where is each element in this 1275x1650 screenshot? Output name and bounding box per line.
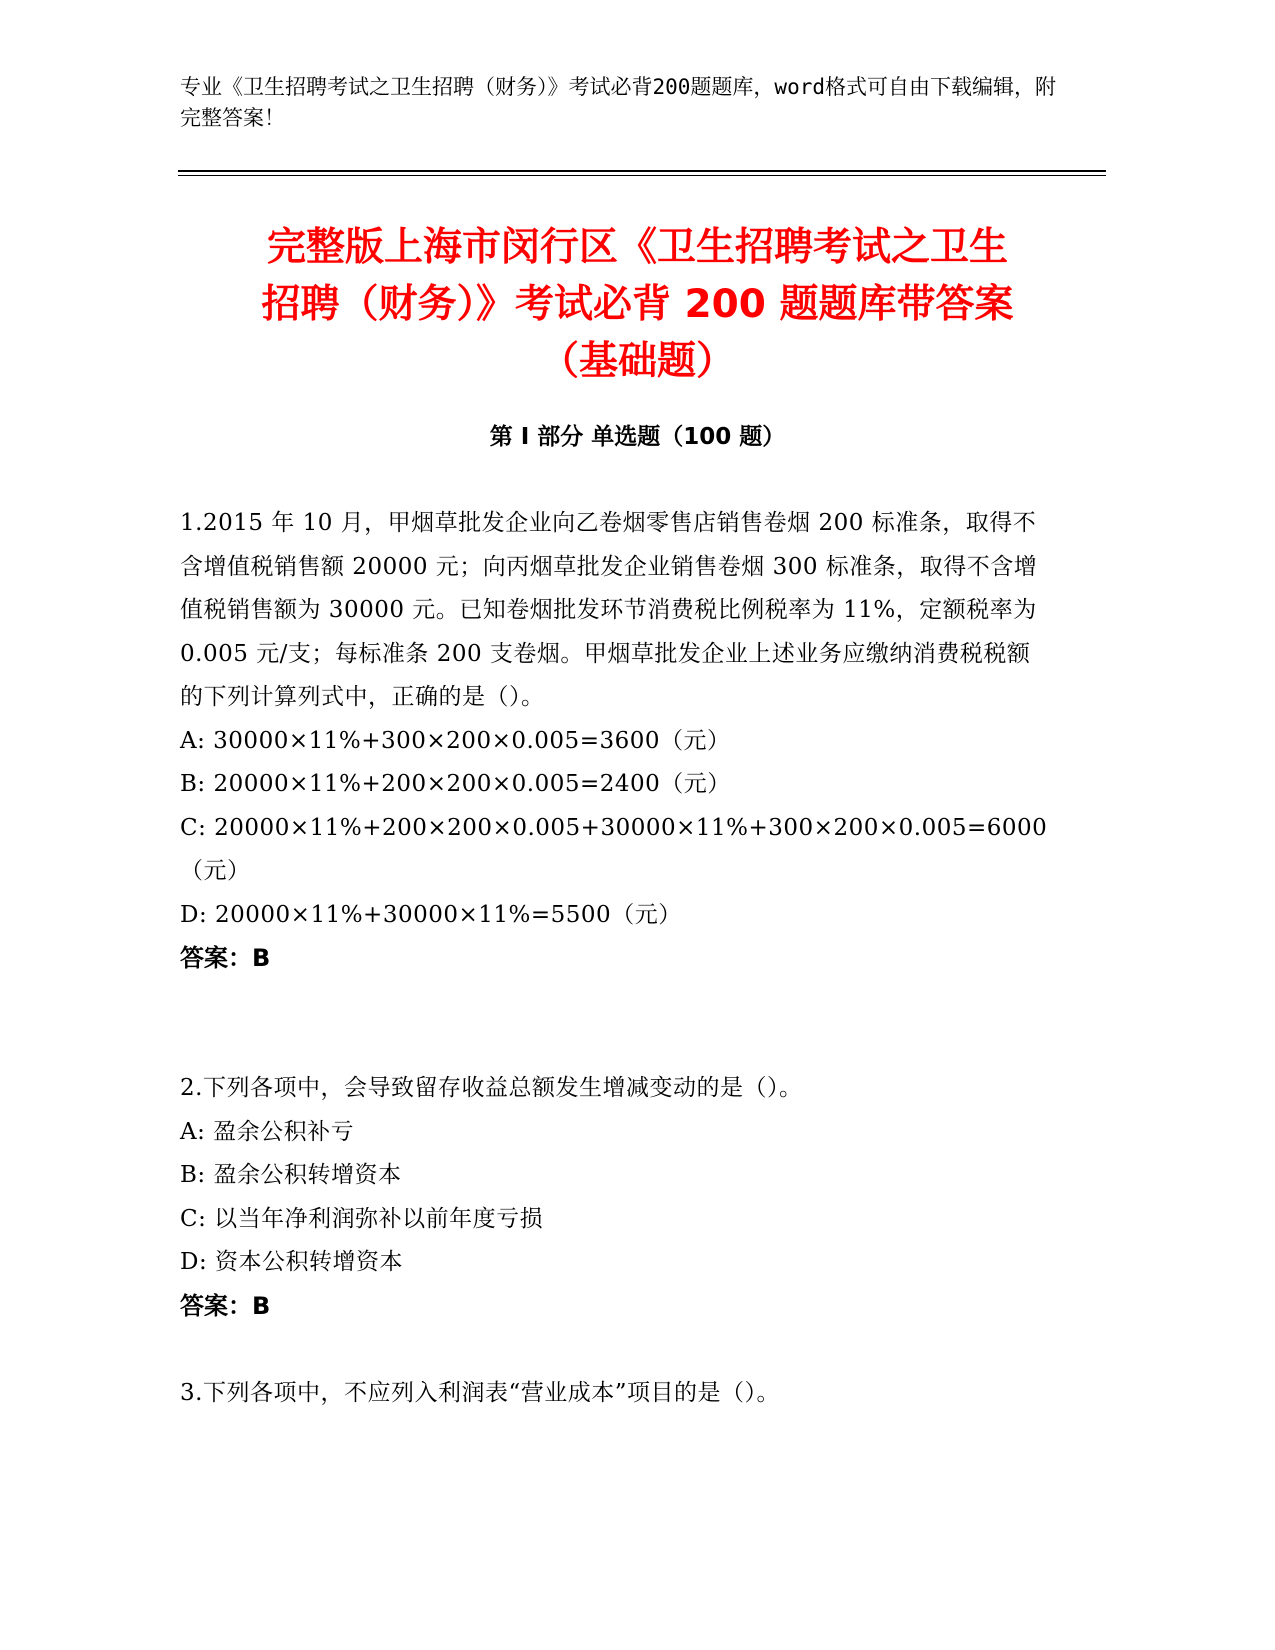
header-divider — [178, 170, 1106, 172]
answer: 答案：B — [180, 944, 271, 972]
option-b: B: 20000×11%+200×200×0.005=2400（元） — [180, 771, 731, 797]
question-stem: 2.下列各项中，会导致留存收益总额发生增减变动的是（）。 — [180, 1075, 803, 1101]
header-divider-thin — [178, 175, 1106, 176]
option-c: C: 20000×11%+200×200×0.005+30000×11%+300×200×0.005=6000（元） — [180, 814, 1048, 884]
question-2 — [180, 1067, 1050, 1328]
question-3 — [180, 1372, 1050, 1416]
option-c: C: 以当年净利润弥补以前年度亏损 — [180, 1205, 544, 1232]
option-d: D: 资本公积转增资本 — [180, 1249, 404, 1275]
option-a: A: 盈余公积补亏 — [180, 1118, 355, 1145]
option-a: A: 30000×11%+300×200×0.005=3600（元） — [180, 727, 731, 754]
question-1 — [180, 502, 1050, 981]
section-heading: 第 I 部分 单选题（100 题） — [489, 424, 786, 450]
title-line: 招聘（财务）》考试必背 200 题题库带答案 — [261, 282, 1014, 327]
title-line: 完整版上海市闵行区《卫生招聘考试之卫生 — [266, 225, 1008, 270]
title-line: （基础题） — [539, 339, 735, 384]
document-title — [150, 219, 1125, 390]
question-stem: 1.2015 年 10 月，甲烟草批发企业向乙卷烟零售店销售卷烟 200 标准条，取得不含增值税销售额 20000 元；向丙烟草批发企业销售卷烟 300 标准条，取得不含增值税销售额为 30000 元。已知卷烟批发环节消费税比例税率为 11%，定额税率为 0.005 元/支；每标准条 200 支卷烟。甲烟草批发企业上述业务应缴纳消费税税额的下列计算列式中，正确的是（）。 — [180, 510, 1038, 710]
option-b: B: 盈余公积转增资本 — [180, 1162, 402, 1188]
option-d: D: 20000×11%+30000×11%=5500（元） — [180, 901, 682, 928]
question-stem: 3.下列各项中，不应列入利润表“营业成本”项目的是（）。 — [180, 1380, 780, 1406]
answer: 答案：B — [180, 1291, 271, 1320]
header-note: 专业《卫生招聘考试之卫生招聘（财务）》考试必背200题题库，word格式可自由下载编辑，附完整答案！ — [180, 75, 1056, 130]
